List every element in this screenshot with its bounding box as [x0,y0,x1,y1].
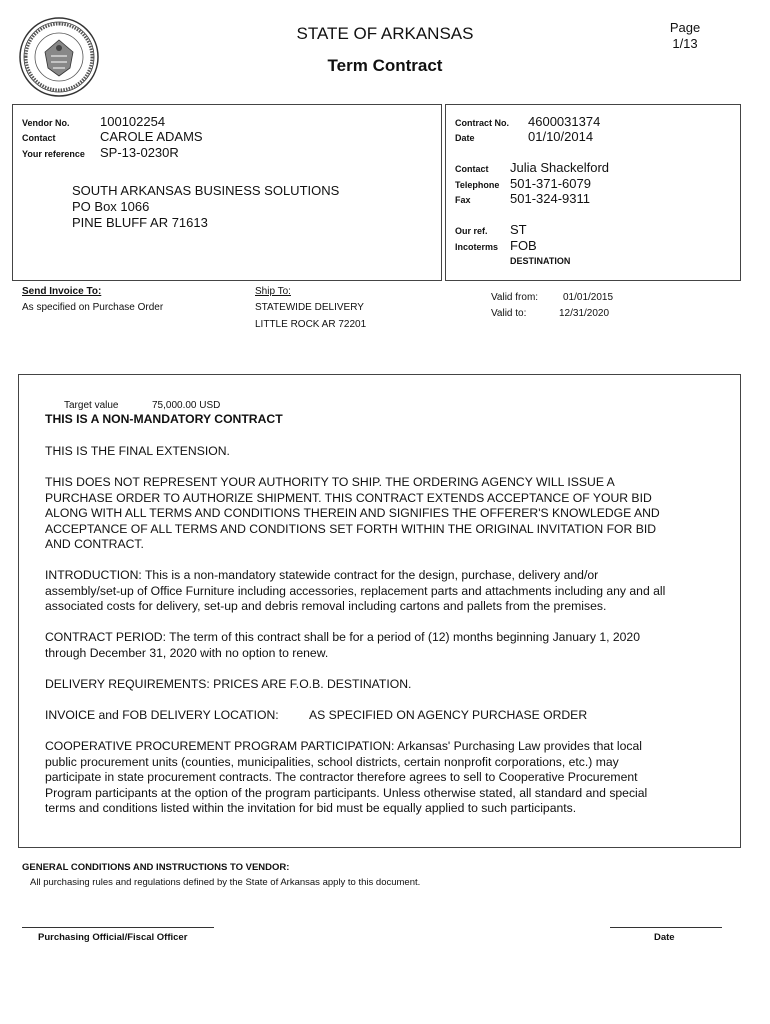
final-extension-text: THIS IS THE FINAL EXTENSION. [45,444,230,458]
paragraph-line: CONTRACT PERIOD: The term of this contract shall be for a period of (12) months beginning January 1, 2020 [45,630,640,644]
our-ref-row [455,222,527,237]
paragraph-line: PURCHASE ORDER TO AUTHORIZE SHIPMENT. THIS CONTRACT EXTENDS ACCEPTANCE OF YOUR BID [45,490,652,505]
telephone-label: Telephone [455,180,500,190]
valid-to-value: 12/31/2020 [559,308,610,319]
paragraph-line: INTRODUCTION: This is a non-mandatory statewide contract for the design, purchase, delivery and/or [45,568,599,582]
invoice-location-row [45,708,695,724]
contract-no-row [455,114,600,129]
paragraph-line: COOPERATIVE PROCUREMENT PROGRAM PARTICIPATION: Arkansas' Purchasing Law provides that local [45,739,642,753]
incoterms-label: Incoterms [455,242,499,252]
official-signature-label: Purchasing Official/Fiscal Officer [38,932,188,943]
telephone-value: 501-371-6079 [510,176,591,191]
paragraph-line: Program participants at the option of the program participants. Unless otherwise stated, all standard and special [45,785,648,800]
page-indicator [650,20,720,52]
contract-no-value: 4600031374 [528,114,601,129]
contract-no-label: Contract No. [455,118,509,128]
contract-date-row [455,129,593,144]
target-value-label: Target value [64,400,119,411]
incoterms-detail: DESTINATION [510,256,571,266]
vendor-ref-row [22,145,179,160]
fax-label: Fax [455,195,471,205]
invoice-location-label: INVOICE and FOB DELIVERY LOCATION: [45,708,279,722]
contract-period-paragraph [45,630,695,661]
page-label: Page [669,20,701,35]
send-invoice-label: Send Invoice To: [22,286,102,297]
paragraph-line: associated costs for delivery, set-up and debris removal including cartons and pallets from the premises. [45,599,607,613]
state-contact-value: Julia Shackelford [510,160,609,175]
date-signature-label: Date [654,932,675,943]
ship-to-line: STATEWIDE DELIVERY [255,302,364,313]
vendor-no-label: Vendor No. [22,118,70,128]
general-conditions-title: GENERAL CONDITIONS AND INSTRUCTIONS TO VENDOR: [22,862,290,873]
vendor-no-value: 100102254 [100,114,166,129]
state-title: STATE OF ARKANSAS [296,24,474,43]
target-value-row [64,400,220,411]
paragraph-line: assembly/set-up of Office Furniture including accessories, replacement parts and attachments including any and all [45,583,666,598]
vendor-address-line: SOUTH ARKANSAS BUSINESS SOLUTIONS [72,183,340,198]
telephone-row [455,176,591,191]
vendor-ref-value: SP-13-0230R [100,145,179,160]
paragraph-line: THIS DOES NOT REPRESENT YOUR AUTHORITY TO SHIP. THE ORDERING AGENCY WILL ISSUE A [45,475,615,489]
official-signature-line [22,927,214,928]
date-signature-line [610,927,722,928]
document-title: Term Contract [327,56,443,75]
paragraph-line: ALONG WITH ALL TERMS AND CONDITIONS THEREIN AND SIGNIFIES THE OFFERER'S KNOWLEDGE AND [45,506,660,520]
authority-paragraph [45,475,695,553]
non-mandatory-heading: THIS IS A NON-MANDATORY CONTRACT [45,412,283,426]
incoterms-row [455,238,537,253]
valid-to-row [491,308,609,319]
valid-from-value: 01/01/2015 [563,292,614,303]
vendor-contact-value: CAROLE ADAMS [100,129,203,144]
fax-value: 501-324-9311 [510,191,590,206]
state-contact-row [455,160,609,175]
ship-to-line: LITTLE ROCK AR 72201 [255,319,367,330]
valid-from-label: Valid from: [491,292,539,303]
valid-from-row [491,292,613,303]
vendor-contact-label: Contact [22,133,56,143]
invoice-location-value: AS SPECIFIED ON AGENCY PURCHASE ORDER [309,708,588,722]
our-ref-label: Our ref. [455,226,488,236]
fax-row [455,191,590,206]
contract-date-label: Date [455,133,475,143]
paragraph-line: AND CONTRACT. [45,537,144,551]
introduction-paragraph [45,568,695,615]
vendor-address-line: PINE BLUFF AR 71613 [72,215,208,230]
vendor-address-line: PO Box 1066 [72,199,150,214]
paragraph-line: through December 31, 2020 with no option to renew. [45,645,329,660]
vendor-ref-label: Your reference [22,149,85,159]
target-value-amount: 75,000.00 USD [152,400,221,411]
paragraph-line: participate in state procurement contracts. The contractor therefore agrees to sell to Cooperative Procurement [45,770,638,784]
send-invoice-value: As specified on Purchase Order [22,302,164,313]
contract-date-value: 01/10/2014 [528,129,594,144]
page-number: 1/13 [672,36,698,51]
vendor-no-row [22,114,165,129]
vendor-contact-row [22,129,203,144]
delivery-requirements-text: DELIVERY REQUIREMENTS: PRICES ARE F.O.B. DESTINATION. [45,677,412,691]
ship-to-label: Ship To: [255,286,291,297]
valid-to-label: Valid to: [491,308,527,319]
our-ref-value: ST [510,222,527,237]
vendor-address [72,183,339,231]
paragraph-line: public procurement units (counties, municipalities, school districts, certain nonprofit corporations, etc.) may [45,754,619,769]
general-conditions-text: All purchasing rules and regulations defined by the State of Arkansas apply to this document. [30,877,421,888]
paragraph-line: ACCEPTANCE OF ALL TERMS AND CONDITIONS SET FORTH WITHIN THE ORIGINAL INVITATION FOR BID [45,521,657,536]
incoterms-value: FOB [510,238,537,253]
state-contact-label: Contact [455,164,489,174]
paragraph-line: terms and conditions listed within the invitation for bid must be equally applied to such participants. [45,801,577,815]
cooperative-procurement-paragraph [45,739,695,817]
